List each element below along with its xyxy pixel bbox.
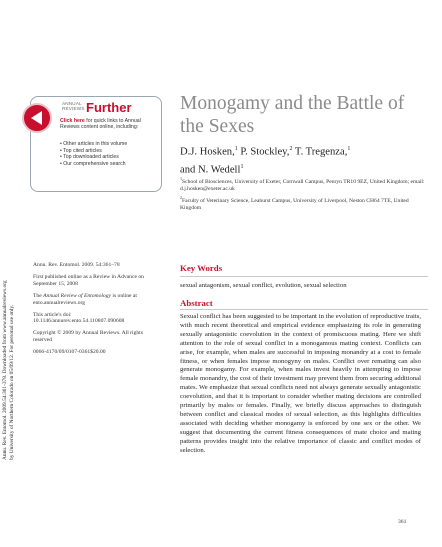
divider bbox=[180, 276, 428, 277]
further-link-item[interactable]: • Top downloaded articles bbox=[60, 154, 127, 161]
article-title: Monogamy and the Battle of the Sexes bbox=[180, 93, 405, 137]
affiliation-1 bbox=[180, 175, 430, 193]
affiliation-marker: 2 bbox=[180, 195, 182, 200]
journal-post: is online at ento.annualreviews.org bbox=[33, 292, 137, 306]
further-arrow-icon[interactable] bbox=[22, 103, 52, 133]
further-brand: Further bbox=[86, 100, 132, 115]
affiliation-marker: 2 bbox=[289, 146, 293, 152]
author-name: T. Tregenza, bbox=[292, 146, 348, 158]
copyright: Copyright © 2009 by Annual Reviews. All rights reserved bbox=[33, 330, 143, 344]
further-link-item[interactable]: • Our comprehensive search bbox=[60, 161, 127, 168]
author-name: and N. Wedell bbox=[180, 164, 241, 176]
abstract-heading: Abstract bbox=[180, 298, 213, 308]
author-name: D.J. Hosken, bbox=[180, 146, 235, 158]
keywords-heading: Key Words bbox=[180, 263, 223, 273]
author-list bbox=[180, 142, 430, 177]
issn: 0066-4170/09/0107-0361$20.00 bbox=[33, 349, 106, 356]
further-link-item[interactable]: • Top cited articles bbox=[60, 148, 127, 155]
journal-name: Annual Review of Entomology bbox=[43, 292, 111, 299]
affiliation-marker: 1 bbox=[240, 163, 244, 170]
click-here-link[interactable]: Click here bbox=[60, 118, 85, 124]
journal-online bbox=[33, 293, 163, 307]
affiliation-marker: 1 bbox=[347, 146, 351, 152]
affiliation-2 bbox=[180, 194, 430, 212]
affiliation-text: Faculty of Veterinary Science, Leahurst Campus, University of Liverpool, Neston CH64 7TE, United Kingdom bbox=[180, 197, 409, 211]
annual-reviews-further-box[interactable] bbox=[30, 96, 162, 192]
publication-date: First published online as a Review in Advance on September 15, 2008 bbox=[33, 273, 144, 287]
download-notice-line1: Annu. Rev. Entomol. 2009.54:361-378. Downloaded from www.annualreviews.org bbox=[2, 280, 8, 460]
journal-pre: The bbox=[33, 292, 44, 299]
affiliation-marker: 1 bbox=[180, 176, 182, 181]
doi: This article's doi: 10.1146/annurev.ento.54.110807.090608 bbox=[33, 311, 125, 325]
page-number: 361 bbox=[398, 519, 407, 525]
further-link-item[interactable]: • Other articles in this volume bbox=[60, 141, 127, 148]
article-info bbox=[33, 262, 163, 361]
keywords-text: sexual antagonism, sexual conflict, evolution, sexual selection bbox=[180, 282, 347, 289]
author-name: P. Stockley, bbox=[237, 146, 290, 158]
further-links bbox=[60, 141, 127, 167]
citation: Annu. Rev. Entomol. 2009. 54:361–78 bbox=[33, 262, 120, 268]
annual-reviews-label: ANNUAL REVIEWS bbox=[62, 101, 85, 111]
abstract-text: Sexual conflict has been suggested to be important in the evolution of reproductive traits, with much recent theoretical and empirical evidence emphasizing its role in generating sexually antagonistic coevolution in the context of promiscuous mating. Here we shift attention to the role of sexual conflict in a monogamous mating context. Conflicts can arise, for example, when males are successful in imposing monandry at a cost to female fitness, or when females impose monogyny on males. Conflict over remating can also generate monogamy. For example, when males invest heavily in attempting to impose female monandry, the cost of their investment may prevent them from securing additional mates. We emphasize that sexual conflicts need not always generate sexually antagonistic coevolution, and that it is important to consider whether mating decisions are controlled primarily by males or females. Finally, we briefly discuss approaches to distinguish between conflict and classical modes of sexual selection, as this highlights difficulties associated with deciding whether monogamy is enforced by one sex or the other. We suggest that documenting the current fitness consequences of mate choice and mating patterns provides insight into the relative importance of classic and conflict modes of selection. bbox=[180, 313, 421, 454]
download-notice-line2: by University of Northern Colorado on 05/09/12. For personal use only. bbox=[9, 304, 15, 460]
further-intro bbox=[60, 118, 160, 131]
affiliation-marker: 1 bbox=[234, 146, 238, 152]
affiliation-text: School of Biosciences, University of Exeter, Cornwall Campus, Penryn TR10 9EZ, United Kingdom; email: d.j.hosken@exeter.ac.uk bbox=[180, 178, 425, 192]
further-intro-text: for quick links to Annual Reviews content online, including: bbox=[60, 118, 141, 131]
divider bbox=[180, 309, 428, 310]
download-notice bbox=[2, 120, 16, 460]
